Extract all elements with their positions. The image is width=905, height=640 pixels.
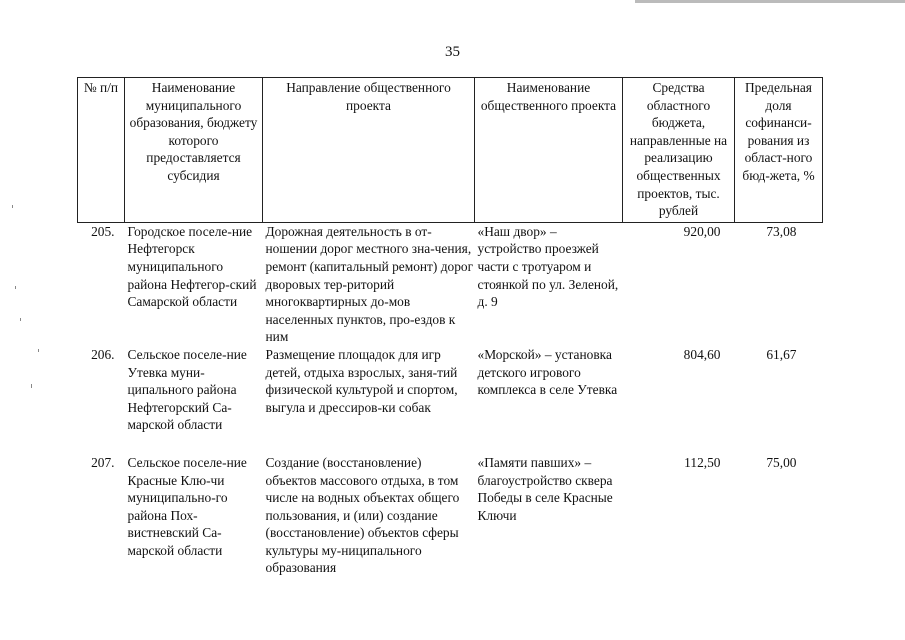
header-number: № п/п [78,78,125,223]
row-project: «Морской» – установка детского игрового комплекса в селе Утевка [477,346,618,398]
row-municipality: Сельское поселе-ние Утевка муни-ципального района Нефтегорский Са-марской области [127,346,247,433]
header-direction: Направление общественного проекта [263,78,475,223]
scan-margin-dot [15,286,16,289]
subsidy-table [77,77,823,594]
row-direction: Дорожная деятельность в от-ношении дорог местного зна-чения, ремонт (капитальный ремонт) дорог дворовых тер-риторий многоквартирных до-мов населенных пунктов, про-ездов к ним [265,223,474,345]
scan-margin-dot [31,384,32,388]
row-project: «Памяти павших» – благоустройство сквера Победы в селе Красные Ключи [477,454,613,523]
row-municipality: Городское поселе-ние Нефтегорск муниципального района Нефтегор-ский Самарской области [127,223,257,310]
row-number: 205. [91,223,115,239]
scan-margin-dot [12,205,13,208]
row-number: 207. [91,454,115,470]
table-header-row [78,78,823,223]
header-project: Наименование общественного проекта [475,78,623,223]
row-direction: Создание (восстановление) объектов массового отдыха, в том числе на водных объектах общего пользования, и (или) создание (восстановление) объектов сферы культуры му-ниципального образования [265,454,460,576]
row-amount: 920,00 [683,223,721,239]
header-municipality: Наименование муниципального образования, бюджету которого предоставляется субсидия [125,78,263,223]
row-amount: 804,60 [683,346,721,362]
table-row [78,346,823,454]
scan-margin-dot [38,349,39,352]
row-project: «Наш двор» – устройство проезжей части с тротуаром и стоянкой по ул. Зеленой, д. 9 [477,223,619,310]
row-share: 75,00 [766,454,797,470]
row-share: 61,67 [766,346,797,362]
scan-edge-mark [635,0,905,3]
table-row [78,222,823,346]
page-number: 35 [445,44,460,60]
row-direction: Размещение площадок для игр детей, отдыха взрослых, заня-тий физической культурой и спортом, выгула и дрессиров-ки собак [265,346,458,415]
row-number: 206. [91,346,115,362]
header-share: Предельная доля софинанси-рования из област-ного бюд-жета, % [735,78,823,223]
table-row [78,454,823,594]
scan-margin-dot [20,318,21,321]
row-amount: 112,50 [684,454,721,470]
row-share: 73,08 [766,223,797,239]
row-municipality: Сельское поселе-ние Красные Клю-чи муниципально-го района Пох-вистневский Са-марской области [127,454,247,558]
header-amount: Средства областного бюджета, направленные на реализацию общественных проектов, тыс. рублей [623,78,735,223]
